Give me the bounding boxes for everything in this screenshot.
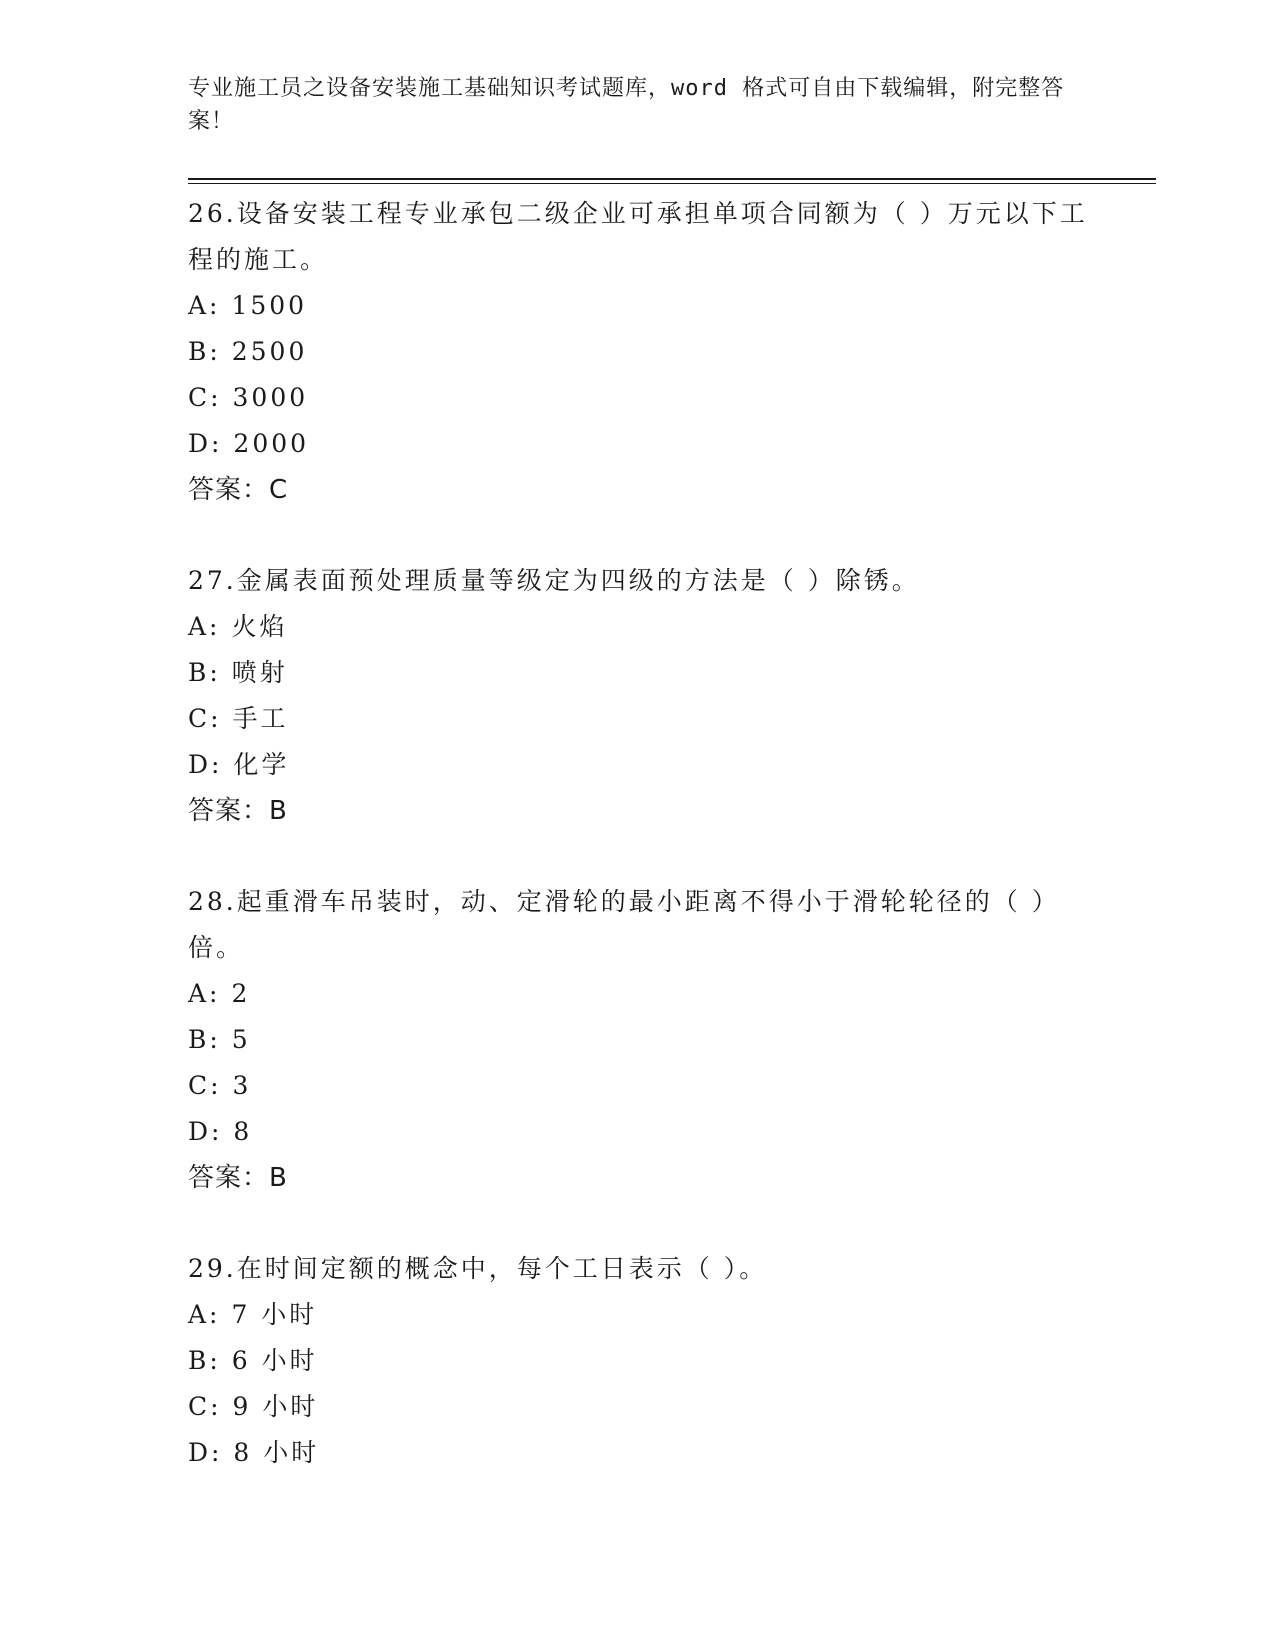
answer-line [188,788,1088,834]
option-key: A: [188,1300,221,1329]
document-header: 专业施工员之设备安装施工基础知识考试题库，word 格式可自由下载编辑，附完整答案！ [188,76,1065,134]
option-key: B: [188,337,221,366]
option-value: 化学 [233,750,290,779]
answer-line [188,467,1088,513]
question-stem [188,191,1088,283]
answer-line [188,1155,1088,1201]
question-29 [188,1246,1088,1476]
option-value: 1500 [231,291,308,320]
option-d [188,1109,1088,1155]
option-value: 6 小时 [231,1346,318,1375]
option-key: A: [188,291,221,320]
option-a [188,283,1088,329]
header-divider-thick [188,178,1156,180]
answer-label: 答案： [188,796,270,826]
option-value: 8 小时 [233,1438,320,1467]
option-c [188,696,1088,742]
question-26 [188,191,1088,513]
question-text: 设备安装工程专业承包二级企业可承担单项合同额为（ ）万元以下工程的施工。 [188,199,1088,274]
option-value: 2500 [231,337,308,366]
question-text: 起重滑车吊装时，动、定滑轮的最小距离不得小于滑轮轮径的（ ）倍。 [188,887,1060,962]
option-value: 喷射 [231,658,288,687]
option-value: 8 [233,1117,253,1146]
option-b [188,1017,1088,1063]
option-key: C: [188,1392,222,1421]
answer-value: B [269,1163,288,1193]
question-28 [188,879,1088,1201]
option-b [188,650,1088,696]
answer-label: 答案： [188,475,270,505]
option-a [188,971,1088,1017]
option-c [188,375,1088,421]
question-text: 在时间定额的概念中，每个工日表示（ ）。 [236,1254,768,1283]
option-value: 3 [232,1071,252,1100]
option-d [188,421,1088,467]
option-value: 2000 [233,429,310,458]
question-number: 27. [188,566,237,595]
question-text: 金属表面预处理质量等级定为四级的方法是（ ）除锈。 [236,566,920,595]
question-stem [188,558,1088,604]
option-key: D: [188,429,223,458]
option-a [188,1292,1088,1338]
question-list [188,190,1088,1476]
option-key: A: [188,979,221,1008]
question-number: 28. [188,887,237,916]
answer-value: B [269,796,288,826]
question-stem [188,879,1088,971]
option-key: D: [188,1117,223,1146]
option-c [188,1063,1088,1109]
option-key: D: [188,750,223,779]
option-value: 7 小时 [231,1300,318,1329]
option-value: 5 [231,1025,251,1054]
question-number: 26. [188,199,237,228]
option-value: 火焰 [231,612,288,641]
option-a [188,604,1088,650]
option-b [188,329,1088,375]
option-d [188,1430,1088,1476]
option-key: C: [188,704,222,733]
option-key: B: [188,1025,221,1054]
option-key: B: [188,658,221,687]
option-value: 2 [231,979,251,1008]
option-value: 手工 [232,704,289,733]
option-value: 3000 [232,383,309,412]
header-divider-thin [188,183,1156,184]
option-key: A: [188,612,221,641]
option-key: D: [188,1438,223,1467]
option-key: C: [188,383,222,412]
option-key: B: [188,1346,221,1375]
answer-label: 答案： [188,1163,270,1193]
question-stem [188,1246,1088,1292]
option-b [188,1338,1088,1384]
option-key: C: [188,1071,222,1100]
option-d [188,742,1088,788]
option-c [188,1384,1088,1430]
option-value: 9 小时 [232,1392,319,1421]
question-number: 29. [188,1254,237,1283]
answer-value: C [269,475,289,505]
question-27 [188,558,1088,834]
